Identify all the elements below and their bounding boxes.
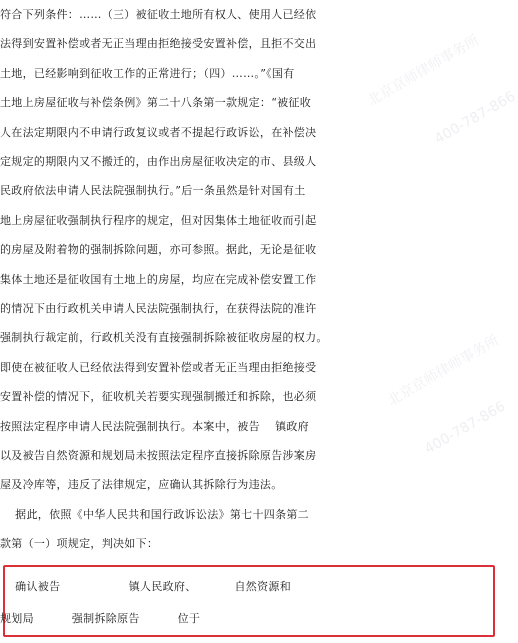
text-line: 安置补偿的情况下，征收机关若要实现强制搬迁和拆除，也必须	[0, 390, 317, 404]
text-line: 民政府依法申请人民法院强制执行。”后一条虽然是针对国有土	[0, 184, 306, 198]
text-line: 法得到安置补偿或者无正当理由拒绝接受安置补偿，且拒不交出	[0, 37, 317, 51]
text-line: 集体土地还是征收国有土地上的房屋，均应在完成补偿安置工作	[0, 272, 317, 286]
text-line: 款第（一）项规定，判决如下：	[0, 537, 159, 551]
watermark: 400-787-866	[432, 88, 518, 148]
text-line: 土地上房屋征收与补偿条例》第二十八条第一款规定：“被征收	[0, 96, 312, 110]
text-line: 地上房屋征收强制执行程序的规定，但对因集体土地征收而引起	[0, 213, 317, 227]
text-line: 定规定的期限内又不搬迁的，由作出房屋征收决定的市、县级人	[0, 155, 317, 168]
text-line: 的房屋及附着物的强制拆除问题，亦可参照。据此，无论是征收	[0, 243, 317, 257]
judgment-line: 确认被告 镇人民政府、 自然资源和	[0, 580, 291, 593]
watermark: 北京京师律师事务所	[384, 332, 503, 410]
text-line: 强制执行裁定前，行政机关没有直接强制拆除被征收房屋的权力。	[0, 331, 328, 345]
text-line: 据此，依照《中华人民共和国行政诉讼法》第七十四条第二	[0, 507, 309, 521]
text-line: 按照法定程序申请人民法院强制执行。本案中，被告 镇政府	[0, 419, 309, 433]
text-line: 人在法定期限内不申请行政复议或者不提起行政诉讼，在补偿决	[0, 125, 317, 139]
text-line: 的情况下由行政机关申请人民法院强制执行，在获得法院的准许	[0, 302, 317, 315]
text-line: 土地，已经影响到征收工作的正常进行；（四）……。”《国有	[0, 66, 295, 80]
watermark: 400-787-866	[422, 398, 509, 458]
text-line: 即使在被征收人已经依法得到安置补偿或者无正当理由拒绝接受	[0, 360, 317, 374]
text-line: 屋及冷库等，违反了法律规定，应确认其拆除行为违法。	[0, 478, 283, 492]
text-line: 以及被告自然资源和规划局未按照法定程序直接拆除原告涉案房	[0, 449, 317, 462]
judgment-line: 规划局 强制拆除原告 位于	[0, 612, 201, 625]
text-line: 符合下列条件：……（三）被征收土地所有权人、使用人已经依	[0, 8, 317, 21]
watermark: 北京京师律师事务所	[364, 32, 483, 110]
